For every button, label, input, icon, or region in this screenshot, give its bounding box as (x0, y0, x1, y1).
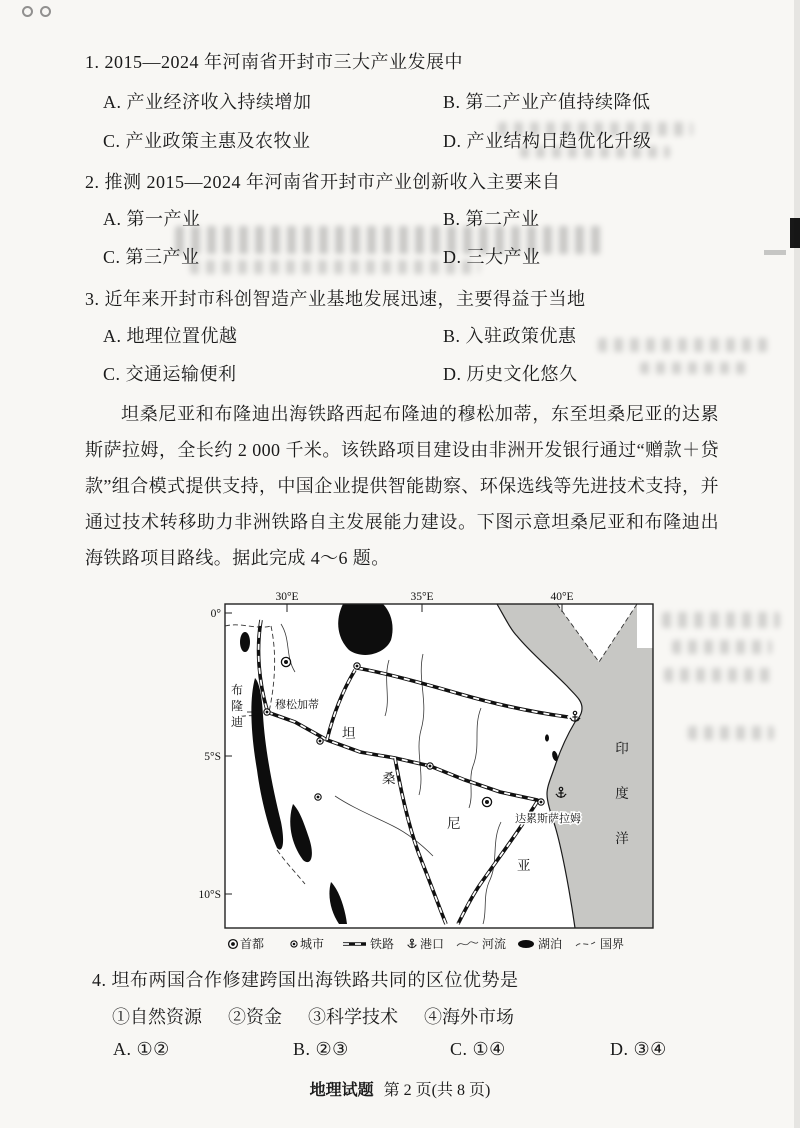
question-2-option-c: C. 第三产业 (103, 247, 200, 267)
svg-text:度: 度 (615, 786, 629, 801)
legend-river: 河流 (482, 937, 507, 951)
svg-text:洋: 洋 (615, 831, 629, 846)
question-4-option-a: A. ①② (113, 1039, 170, 1059)
question-4-option-b: B. ②③ (293, 1039, 349, 1059)
label-musongati: 穆松加蒂 (275, 699, 319, 711)
legend-port: 港口 (420, 937, 445, 951)
legend-lake: 湖泊 (538, 937, 563, 951)
question-2-option-a: A. 第一产业 (103, 209, 201, 229)
label-tanzania: 坦 (342, 726, 356, 741)
svg-text:桑: 桑 (382, 771, 396, 786)
print-bleed-artifact (190, 260, 480, 274)
reading-passage: 坦桑尼亚和布隆迪出海铁路西起布隆迪的穆松加蒂，东至坦桑尼亚的达累斯萨拉姆，全长约 2 000 千米。该铁路项目建设由非洲开发银行通过“赠款＋贷款”组合模式提供支持，中国企业提供智能勘察、环保选线等先进技术支持，并通过技术转移助力非洲铁路自主发展能力建设。下图示意坦桑尼亚和布隆迪出海铁路项目路线。据此完成 4～6 题。 (85, 404, 719, 568)
print-bleed-artifact (662, 612, 780, 628)
question-2-option-d: D. 三大产业 (443, 247, 541, 267)
question-4-stem: 4. 坦布两国合作修建跨国出海铁路共同的区位优势是 (92, 970, 519, 990)
small-lake (240, 632, 250, 652)
svg-text:30°E: 30°E (275, 591, 299, 603)
legend-city: 城市 (300, 937, 325, 951)
footer-subject: 地理试题 (309, 1082, 374, 1099)
question-3-option-c: C. 交通运输便利 (103, 364, 237, 384)
question-3-option-a: A. 地理位置优越 (103, 326, 238, 346)
question-1-option-d: D. 产业结构日趋优化升级 (443, 131, 652, 151)
svg-text:迪: 迪 (230, 715, 244, 729)
svg-text:尼: 尼 (447, 816, 461, 831)
svg-text:10°S: 10°S (198, 889, 221, 901)
question-1-option-c: C. 产业政策主惠及农牧业 (103, 131, 311, 151)
item-2: ②资金 (228, 1007, 282, 1027)
question-1-option-b: B. 第二产业产值持续降低 (443, 92, 651, 112)
legend-border: 国界 (600, 937, 625, 951)
print-bleed-artifact (672, 640, 772, 654)
page-edge-mark (764, 250, 786, 255)
svg-text:5°S: 5°S (204, 751, 221, 763)
neighbour-country-area (637, 604, 653, 648)
svg-text:40°E: 40°E (550, 591, 574, 603)
print-bleed-artifact (640, 362, 750, 374)
label-dar-es-salaam: 达累斯萨拉姆 (515, 813, 581, 825)
label-indian-ocean: 印 (615, 741, 629, 756)
item-4: ④海外市场 (424, 1007, 514, 1027)
question-4-option-c: C. ①④ (450, 1039, 506, 1059)
item-1: ①自然资源 (112, 1007, 202, 1027)
scan-mark (22, 6, 33, 17)
svg-text:35°E: 35°E (410, 591, 434, 603)
legend-capital: 首都 (240, 937, 265, 951)
svg-text:0°: 0° (210, 608, 221, 620)
question-2-option-b: B. 第二产业 (443, 209, 540, 229)
print-bleed-artifact (598, 338, 768, 352)
print-bleed-artifact (175, 226, 605, 254)
footer-page-number: 第 2 页(共 8 页) (383, 1082, 491, 1099)
question-1-option-a: A. 产业经济收入持续增加 (103, 92, 312, 112)
map-legend (229, 936, 624, 951)
island-pemba (545, 734, 549, 741)
question-4-numbered-items (112, 1003, 514, 1029)
scan-mark (40, 6, 51, 17)
scan-edge-shadow (794, 0, 800, 1128)
legend-railway: 铁路 (370, 937, 395, 951)
item-3: ③科学技术 (308, 1007, 398, 1027)
question-3-stem: 3. 近年来开封市科创智造产业基地发展迅速，主要得益于当地 (85, 289, 586, 309)
page-footer (0, 1077, 800, 1100)
print-bleed-artifact (664, 668, 772, 682)
railway-map-figure (185, 590, 665, 960)
question-4-option-d: D. ③④ (610, 1039, 667, 1059)
label-burundi: 布 (230, 683, 244, 697)
question-1-stem: 1. 2015—2024 年河南省开封市三大产业发展中 (85, 52, 463, 72)
print-bleed-artifact (688, 726, 774, 740)
question-3-option-d: D. 历史文化悠久 (443, 364, 578, 384)
svg-text:亚: 亚 (517, 858, 531, 873)
question-3-option-b: B. 入驻政策优惠 (443, 326, 577, 346)
question-2-stem: 2. 推测 2015—2024 年河南省开封市产业创新收入主要来自 (85, 172, 561, 192)
svg-text:隆: 隆 (230, 699, 244, 713)
